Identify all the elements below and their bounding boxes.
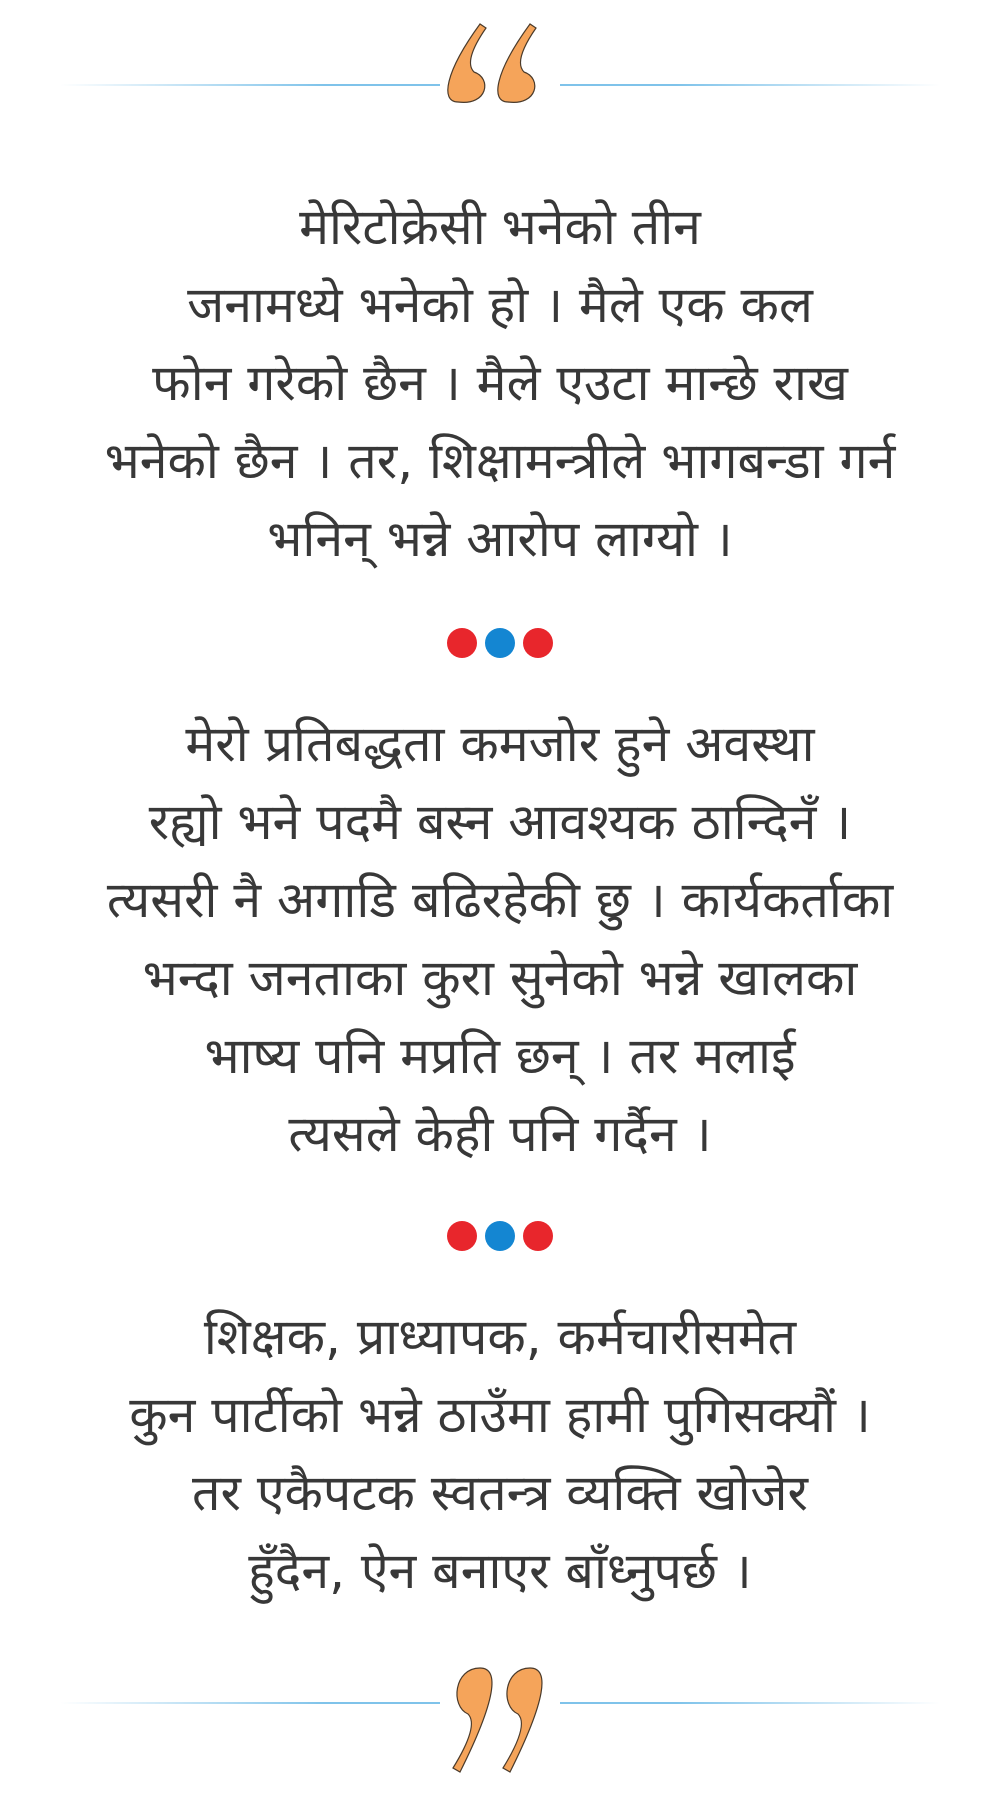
quote-line: मेरिटोक्रेसी भनेको तीन	[299, 198, 701, 256]
red-dot	[523, 628, 553, 658]
opening-quote-svg	[60, 10, 940, 140]
quote-line: तर एकैपटक स्वतन्त्र व्यक्ति खोजेर	[192, 1464, 808, 1522]
quote-line: रह्यो भने पदमै बस्न आवश्यक ठान्दिनँ ।	[148, 793, 852, 851]
quote-line: फोन गरेको छैन । मैले एउटा मान्छे राख	[152, 354, 848, 412]
quote-line: भाष्य पनि मप्रति छन् । तर मलाई	[204, 1027, 796, 1085]
opening-quote-rule	[60, 10, 940, 140]
blue-dot	[485, 1221, 515, 1251]
quote-line: भनिन् भन्ने आरोप लाग्यो ।	[267, 510, 733, 568]
quote-line: भन्दा जनताका कुरा सुनेको भन्ने खालका	[142, 949, 858, 1007]
quote-paragraph-3	[50, 1298, 950, 1610]
three-dot-separator-icon	[0, 1216, 1000, 1256]
quote-line: हुँदैन, ऐन बनाएर बाँध्नुपर्छ ।	[248, 1542, 752, 1600]
quote-paragraph-2	[50, 705, 950, 1173]
quote-line: भनेको छैन । तर, शिक्षामन्त्रीले भागबन्डा गर्न	[104, 432, 896, 490]
quote-line: कुन पार्टीको भन्ने ठाउँमा हामी पुगिसक्यौं ।	[129, 1386, 871, 1444]
red-dot	[447, 628, 477, 658]
quote-line: त्यसरी नै अगाडि बढिरहेकी छु । कार्यकर्ताका	[106, 871, 894, 929]
red-dot	[523, 1221, 553, 1251]
blue-dot	[485, 628, 515, 658]
quote-paragraph-1	[50, 188, 950, 578]
quote-line: मेरो प्रतिबद्धता कमजोर हुने अवस्था	[185, 715, 815, 773]
closing-quote-rule	[60, 1660, 940, 1790]
quote-line: जनामध्ये भनेको हो । मैले एक कल	[187, 276, 813, 334]
quote-line: शिक्षक, प्राध्यापक, कर्मचारीसमेत	[203, 1308, 797, 1366]
quote-line: त्यसले केही पनि गर्दैन ।	[288, 1105, 712, 1163]
closing-quote-svg	[60, 1660, 940, 1790]
red-dot	[447, 1221, 477, 1251]
three-dot-separator-icon	[0, 623, 1000, 663]
